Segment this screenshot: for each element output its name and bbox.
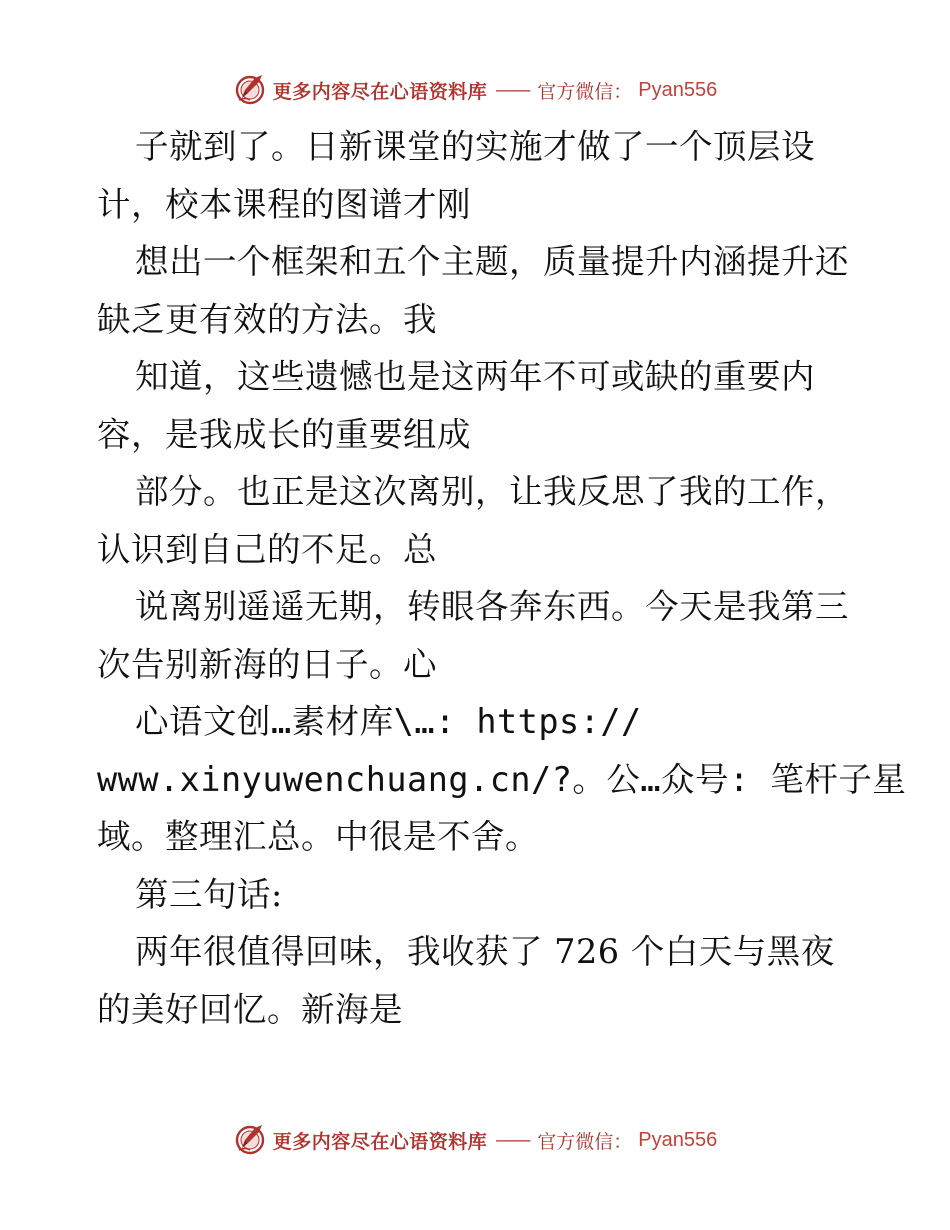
body-line-12: www.xinyuwenchuang.cn/?。公…众号: 笔杆子星 bbox=[97, 759, 907, 799]
footer-contact-label: 官方微信： bbox=[537, 1130, 633, 1153]
body-line-14: 第三句话: bbox=[135, 874, 283, 914]
footer-dash: —— bbox=[495, 1129, 530, 1151]
body-line-9: 说离别遥遥无期，转眼各奔东西。今天是我第三 bbox=[135, 587, 849, 626]
footer-wechat-id: Pyan556 bbox=[638, 1128, 718, 1151]
body-line-6: 容，是我成长的重要组成 bbox=[97, 414, 471, 454]
body-line-2: 计，校本课程的图谱才刚 bbox=[97, 184, 471, 224]
footer-brand-text: 更多内容尽在心语资料库 bbox=[272, 1130, 488, 1153]
header-contact-label: 官方微信： bbox=[537, 80, 633, 103]
pen-nib-circle-logo-icon bbox=[233, 1123, 267, 1157]
header-banner bbox=[0, 70, 950, 110]
body-line-7: 部分。也正是这次离别，让我反思了我的工作， bbox=[135, 472, 849, 511]
body-line-8: 认识到自己的不足。总 bbox=[97, 529, 437, 569]
body-line-5: 知道，这些遗憾也是这两年不可或缺的重要内 bbox=[135, 357, 815, 396]
pen-nib-circle-logo-icon bbox=[233, 73, 267, 107]
body-line-13: 域。整理汇总。中很是不舍。 bbox=[97, 817, 539, 856]
body-line-1: 子就到了。日新课堂的实施才做了一个顶层设 bbox=[135, 127, 815, 166]
footer-banner bbox=[0, 1120, 950, 1160]
body-line-4: 缺乏更有效的方法。我 bbox=[97, 299, 437, 339]
body-line-11: 心语文创…素材库\…: https:// bbox=[135, 702, 642, 741]
body-line-15: 两年很值得回味，我收获了 726 个白天与黑夜 bbox=[135, 932, 835, 971]
body-line-16: 的美好回忆。新海是 bbox=[97, 989, 403, 1029]
body-line-3: 想出一个框架和五个主题，质量提升内涵提升还 bbox=[135, 242, 849, 281]
document-body bbox=[97, 118, 907, 1038]
header-dash: —— bbox=[495, 79, 530, 101]
header-brand-text: 更多内容尽在心语资料库 bbox=[272, 80, 488, 103]
body-line-10: 次告别新海的日子。心 bbox=[97, 644, 437, 684]
header-wechat-id: Pyan556 bbox=[638, 78, 718, 101]
